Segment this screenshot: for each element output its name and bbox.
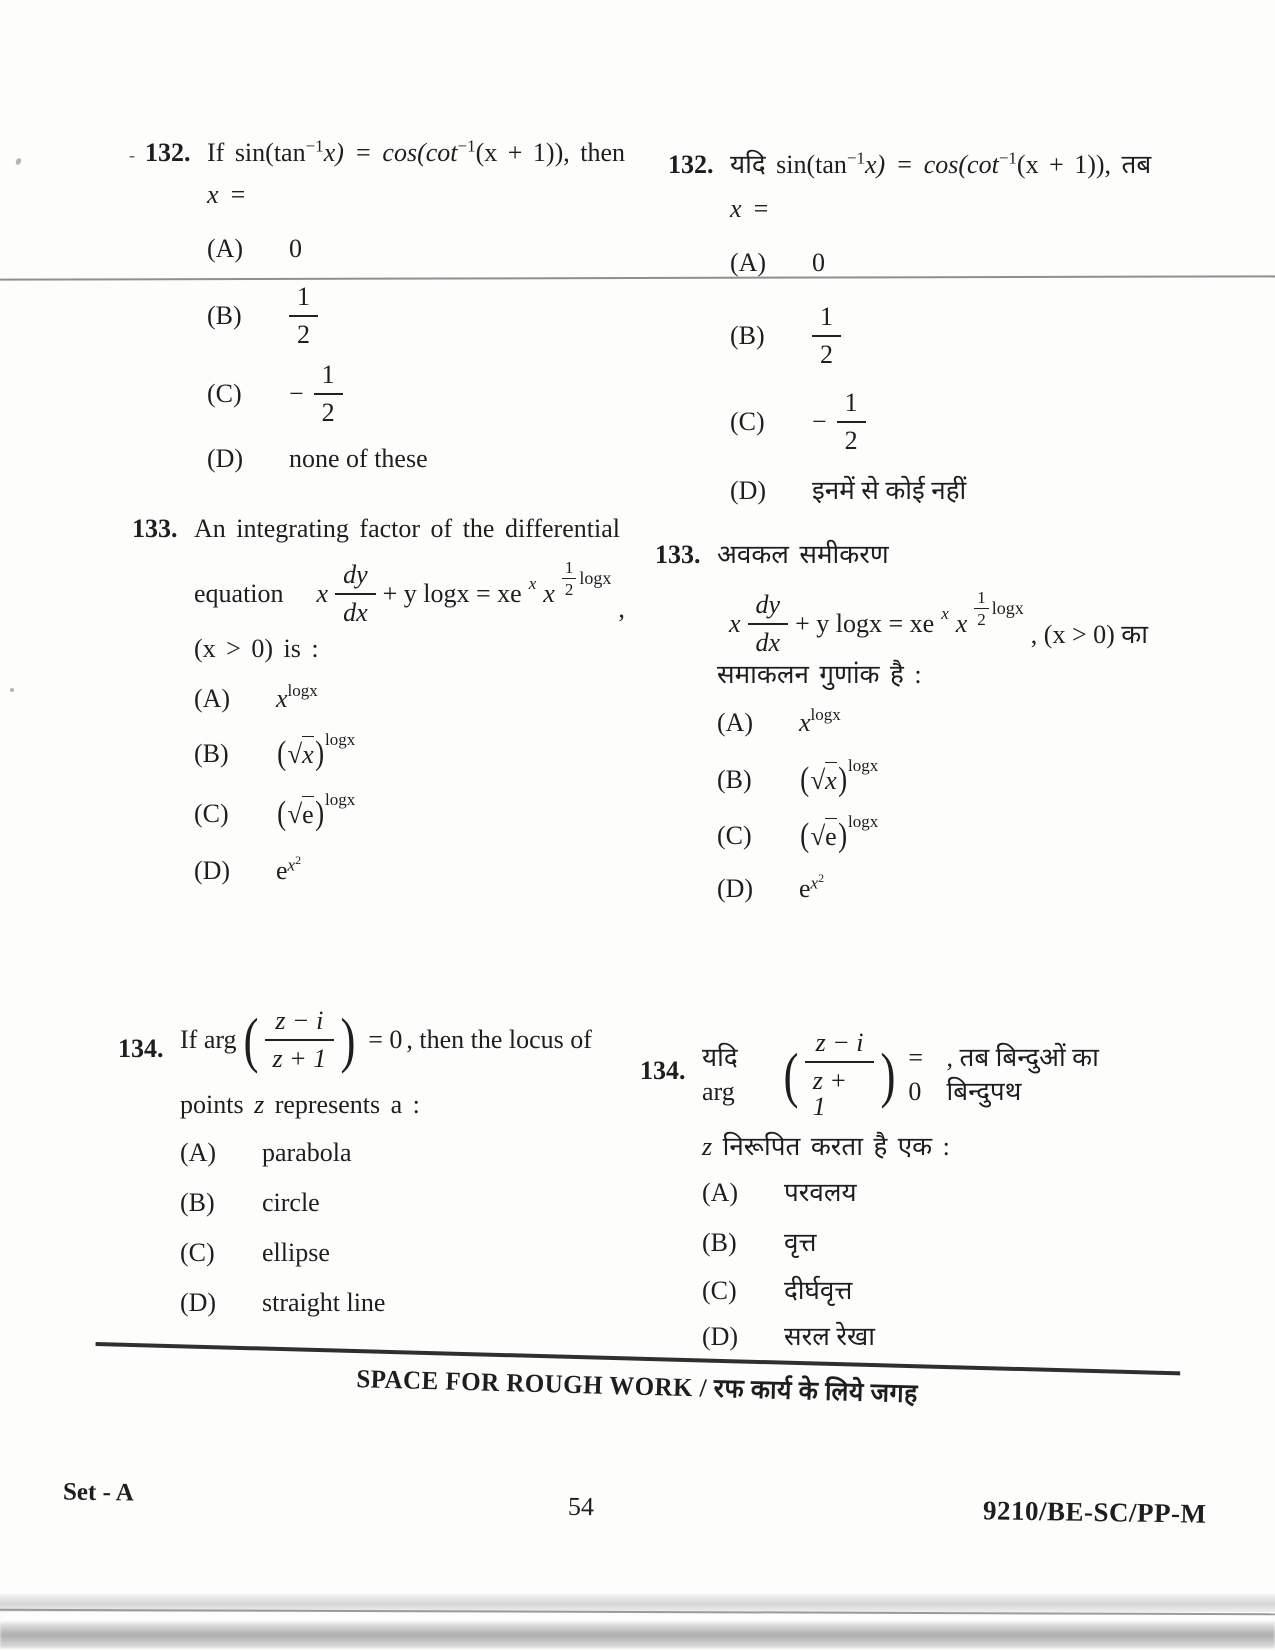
question-text-line2: x =	[207, 180, 247, 209]
question-number: 134.	[640, 1056, 686, 1085]
radical-sign: √	[810, 765, 826, 795]
option-row: (B) ( √ x ) $^{logx}$	[717, 756, 879, 798]
option-row: (C) ( √ e ) $^{logx}$	[194, 790, 356, 832]
option-value: none of these	[289, 444, 428, 473]
text-segment: = 0	[908, 1043, 924, 1106]
question-number: 134.	[118, 1034, 164, 1063]
exponent-group	[974, 589, 1024, 628]
option-label: (D)	[717, 874, 754, 903]
option-row	[702, 1226, 1180, 1260]
text-segment: (x + 1)), then	[475, 138, 626, 167]
fraction-denominator: 2	[289, 315, 318, 348]
option-label: (A)	[180, 1138, 217, 1167]
math-base: x	[799, 708, 811, 737]
fraction	[335, 562, 376, 626]
fraction	[562, 559, 577, 598]
fraction-numerator: 1	[321, 360, 335, 389]
scan-speck	[10, 688, 14, 692]
option-label: (C)	[194, 799, 229, 828]
left-paren: (	[783, 1041, 799, 1109]
option-row: (A) x $^{logx}$	[717, 706, 1175, 740]
option-label: (B)	[180, 1188, 215, 1217]
option-label: (C)	[180, 1238, 215, 1267]
fraction	[748, 592, 789, 656]
option-label: (D)	[730, 476, 767, 505]
text-segment: + y logx = xe	[382, 579, 522, 608]
left-paren: (	[800, 761, 810, 798]
superscript: x	[941, 604, 949, 623]
option-label: (A)	[730, 248, 767, 277]
fraction	[812, 304, 841, 368]
condition-text: (x > 0) is :	[194, 634, 319, 663]
option-row	[194, 854, 642, 888]
option-value: वृत्त	[784, 1228, 817, 1257]
fraction-denominator: dx	[335, 593, 376, 626]
option-label: (A)	[717, 708, 754, 737]
right-paren: )	[314, 735, 324, 772]
option-label: (A)	[702, 1178, 739, 1207]
option-row	[180, 1136, 638, 1170]
fraction-numerator: 1	[564, 557, 574, 577]
left-paren: (	[277, 735, 287, 772]
fraction	[805, 1030, 875, 1120]
text-segment: If sin(tan	[207, 138, 306, 167]
scan-speck	[15, 157, 22, 165]
text-segment: represents a :	[264, 1090, 420, 1119]
option-value: 0	[812, 248, 825, 277]
option-value: parabola	[262, 1138, 352, 1167]
rough-work-text: SPACE FOR ROUGH WORK / रफ कार्य के लिये जगह	[356, 1364, 919, 1409]
option-value: सरल रेखा	[784, 1322, 875, 1351]
option-label: (D)	[180, 1288, 217, 1317]
fraction-numerator: 1	[977, 587, 986, 607]
text-segment: = 0	[368, 1025, 403, 1054]
question-text: An integrating factor of the differential	[194, 514, 620, 543]
question-134-hindi	[640, 1030, 1180, 1354]
option-value: इनमें से कोई नहीं	[812, 476, 967, 505]
question-text	[207, 136, 645, 170]
condition-text: समाकलन गुणांक है :	[717, 660, 922, 689]
nested-superscript: 2	[818, 871, 825, 886]
option-label: (C)	[730, 407, 765, 436]
question-text-line2: x =	[730, 194, 770, 223]
text-segment: निरूपित करता है एक :	[712, 1132, 950, 1161]
question-133-hindi	[655, 538, 1175, 906]
equation-line	[702, 1030, 1180, 1120]
math-variable: z	[702, 1132, 713, 1161]
option-label: (B)	[717, 765, 752, 794]
radical-sign: √	[287, 799, 303, 829]
superscript: −1	[998, 148, 1017, 168]
superscript: x	[287, 855, 296, 875]
fraction-denominator: 2	[837, 421, 866, 454]
scan-mark: -	[129, 145, 135, 165]
footer-set-label: Set - A	[62, 1478, 135, 1507]
option-row	[702, 1274, 1180, 1308]
minus-sign: −	[289, 379, 304, 408]
equation-line	[194, 557, 642, 627]
option-label: (A)	[207, 234, 244, 263]
question-text: अवकल समीकरण	[717, 540, 889, 569]
question-number: 133.	[132, 514, 178, 543]
equation-line	[717, 587, 1175, 657]
option-value: दीर्घवृत्त	[784, 1276, 853, 1305]
text-segment: यदि sin(tan	[730, 150, 847, 179]
fraction-denominator: z + 1	[265, 1039, 335, 1072]
option-value: 0	[289, 234, 302, 263]
math-base: e	[799, 874, 811, 903]
fraction-denominator: 2	[314, 393, 343, 426]
superscript: x	[528, 574, 537, 593]
fraction-numerator: z − i	[815, 1028, 864, 1057]
fraction-denominator: 2	[562, 578, 577, 598]
option-row	[730, 390, 1168, 454]
text-segment: + y logx = xe	[795, 609, 935, 638]
option-label: (A)	[194, 684, 231, 713]
text-segment: equation	[194, 579, 284, 608]
question-134-english	[118, 1008, 638, 1320]
bottom-scan-band	[0, 1622, 1275, 1648]
option-row	[730, 246, 1168, 280]
fraction-numerator: z − i	[275, 1006, 324, 1035]
fraction	[289, 284, 318, 348]
fraction-numerator: 1	[844, 388, 858, 417]
fraction-numerator: 1	[820, 302, 833, 331]
option-row: (B) ( √ x ) $^{logx}$	[194, 730, 356, 772]
superscript: x	[810, 873, 819, 893]
equation-line	[180, 1008, 638, 1072]
nested-superscript: 2	[295, 853, 302, 868]
option-value: परवलय	[784, 1178, 857, 1207]
text-segment: (x + 1)), तब	[1016, 150, 1152, 179]
option-row	[180, 1286, 638, 1320]
option-row	[180, 1236, 638, 1270]
left-paren: (	[277, 795, 287, 832]
option-value: circle	[262, 1188, 320, 1217]
radicand: x	[302, 736, 314, 772]
question-number: 132.	[145, 138, 191, 167]
fraction-numerator: dy	[343, 560, 368, 589]
superscript: −1	[457, 136, 476, 156]
text-segment: यदि arg	[702, 1043, 738, 1106]
minus-sign: −	[812, 407, 827, 436]
option-label: (B)	[194, 739, 229, 768]
option-value: straight line	[262, 1288, 386, 1317]
right-paren: )	[314, 795, 324, 832]
fraction-denominator: z + 1	[805, 1061, 875, 1120]
fraction-denominator: 2	[812, 335, 841, 368]
option-row: (C) ( √ e ) $^{logx}$	[717, 812, 879, 854]
superscript: −1	[846, 148, 865, 168]
right-paren: )	[837, 817, 847, 854]
comma: ,	[618, 594, 625, 623]
option-row	[702, 1176, 1180, 1210]
question-number: 133.	[655, 540, 701, 569]
option-label: (C)	[702, 1276, 737, 1305]
option-row	[717, 872, 1175, 906]
math-variable: x	[543, 579, 555, 608]
radicand: e	[302, 796, 314, 832]
question-133-english	[132, 512, 642, 888]
radical-sign: √	[810, 821, 826, 851]
fraction	[974, 589, 989, 628]
option-label: (B)	[207, 301, 242, 330]
option-row	[702, 1320, 1180, 1354]
option-row	[730, 474, 1168, 508]
math-base: e	[276, 856, 288, 885]
radicand: x	[825, 762, 837, 798]
exponent-group	[562, 559, 612, 598]
option-row	[180, 1186, 638, 1220]
option-row: (A) x $^{logx}$	[194, 682, 642, 716]
fraction	[314, 362, 343, 426]
option-label: (B)	[702, 1228, 737, 1257]
text-segment: , तब बिन्दुओं का बिन्दुपथ	[946, 1043, 1099, 1106]
fraction	[837, 390, 866, 454]
option-row	[207, 362, 645, 426]
right-paren: )	[880, 1041, 896, 1109]
option-label: (D)	[702, 1322, 739, 1351]
option-label: (D)	[194, 856, 231, 885]
option-label: (B)	[730, 321, 765, 350]
question-text-line2	[180, 1088, 638, 1122]
fraction-numerator: dy	[755, 590, 781, 619]
text-segment: , then the locus of	[406, 1025, 592, 1054]
question-number: 132.	[668, 150, 714, 179]
superscript: −1	[305, 136, 324, 156]
math-variable: x	[316, 579, 329, 608]
option-label: (D)	[207, 444, 244, 473]
fraction-numerator: 1	[297, 282, 310, 311]
superscript: logx	[579, 568, 612, 588]
footer-paper-code: 9210/BE-SC/PP-M	[982, 1495, 1207, 1529]
option-row	[207, 442, 645, 476]
right-paren: )	[837, 761, 847, 798]
text-segment: points	[180, 1090, 255, 1119]
superscript: logx	[991, 598, 1024, 618]
left-paren: (	[800, 817, 810, 854]
option-value: ellipse	[262, 1238, 330, 1267]
fraction-denominator: dx	[748, 623, 789, 656]
radicand: e	[825, 818, 837, 854]
right-paren: )	[340, 1006, 356, 1074]
question-132-english	[129, 136, 645, 476]
question-132-hindi	[668, 148, 1168, 508]
question-text	[730, 148, 1168, 182]
option-row	[207, 284, 645, 348]
fraction-denominator: 2	[974, 608, 989, 628]
option-label: (C)	[717, 821, 752, 850]
footer-page-number: 54	[567, 1491, 595, 1522]
option-label: (C)	[207, 379, 242, 408]
question-text-line2	[702, 1130, 1180, 1164]
math-variable: x	[729, 609, 741, 638]
left-paren: (	[243, 1006, 259, 1074]
text-segment: x) = cos(cot	[864, 150, 999, 179]
radical-sign: √	[287, 739, 303, 769]
math-base: x	[276, 684, 288, 713]
text-segment: x) = cos(cot	[323, 138, 458, 167]
math-variable: z	[254, 1090, 265, 1119]
text-segment: If arg	[180, 1025, 237, 1054]
option-row	[730, 304, 1168, 368]
math-variable: x	[955, 609, 968, 638]
fraction	[265, 1008, 335, 1072]
condition-inline: , (x > 0) का	[1030, 620, 1148, 649]
option-row	[207, 232, 645, 266]
